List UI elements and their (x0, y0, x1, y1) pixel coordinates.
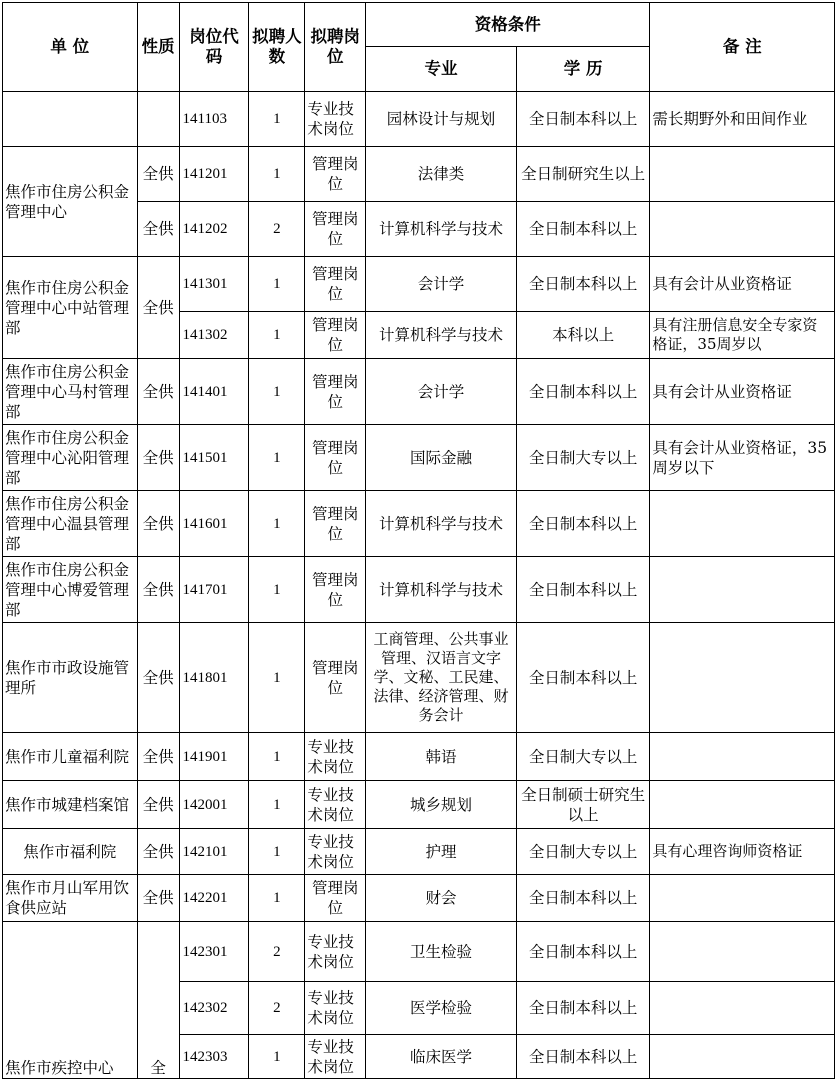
hire-count-cell: 2 (249, 982, 305, 1035)
remark-cell: 需长期野外和田间作业 (650, 92, 835, 147)
hire-post-cell: 管理岗位 (305, 425, 366, 491)
unit-cell: 焦作市疾控中心 (3, 922, 138, 1079)
remark-cell (650, 922, 835, 982)
major-cell: 计算机科学与技术 (366, 202, 517, 257)
post-code-cell: 142101 (179, 829, 249, 875)
remark-cell (650, 147, 835, 202)
post-code-cell: 141501 (179, 425, 249, 491)
education-cell: 全日制大专以上 (516, 425, 650, 491)
hire-count-cell: 1 (249, 875, 305, 922)
post-code-cell: 142302 (179, 982, 249, 1035)
unit-cell: 焦作市儿童福利院 (3, 733, 138, 781)
remark-cell (650, 491, 835, 557)
education-cell: 全日制本科以上 (516, 875, 650, 922)
unit-cell: 焦作市住房公积金管理中心马村管理部 (3, 359, 138, 425)
table-row (3, 359, 835, 425)
unit-cell: 焦作市福利院 (3, 829, 138, 875)
education-cell: 全日制本科以上 (516, 257, 650, 312)
hire-count-cell: 1 (249, 1035, 305, 1079)
major-cell: 计算机科学与技术 (366, 491, 517, 557)
hire-count-cell: 1 (249, 257, 305, 312)
remark-cell (650, 202, 835, 257)
hire-post-cell: 管理岗位 (305, 312, 366, 359)
post-code-cell: 141302 (179, 312, 249, 359)
unit-cell: 焦作市住房公积金管理中心沁阳管理部 (3, 425, 138, 491)
col-header-education: 学 历 (516, 47, 650, 92)
post-code-cell: 141701 (179, 557, 249, 623)
hire-count-cell: 1 (249, 829, 305, 875)
post-code-cell: 141103 (179, 92, 249, 147)
table-row (3, 829, 835, 875)
education-cell: 全日制大专以上 (516, 733, 650, 781)
hire-post-cell: 管理岗位 (305, 257, 366, 312)
table-row (3, 92, 835, 147)
education-cell: 全日制本科以上 (516, 982, 650, 1035)
post-code-cell: 141301 (179, 257, 249, 312)
hire-count-cell: 2 (249, 202, 305, 257)
hire-post-cell: 专业技术岗位 (305, 781, 366, 829)
post-code-cell: 141201 (179, 147, 249, 202)
hire-post-cell: 专业技术岗位 (305, 1035, 366, 1079)
hire-count-cell: 1 (249, 425, 305, 491)
hire-count-cell: 1 (249, 557, 305, 623)
hire-post-cell: 管理岗位 (305, 557, 366, 623)
education-cell: 全日制大专以上 (516, 829, 650, 875)
remark-cell (650, 982, 835, 1035)
education-cell: 全日制本科以上 (516, 202, 650, 257)
major-cell: 计算机科学与技术 (366, 557, 517, 623)
nature-cell: 全供 (137, 202, 179, 257)
post-code-cell: 142301 (179, 922, 249, 982)
major-cell: 卫生检验 (366, 922, 517, 982)
major-cell: 会计学 (366, 257, 517, 312)
col-header-major: 专业 (366, 47, 517, 92)
unit-cell: 焦作市市政设施管理所 (3, 623, 138, 733)
unit-cell: 焦作市月山军用饮食供应站 (3, 875, 138, 922)
hire-post-cell: 管理岗位 (305, 147, 366, 202)
hire-post-cell: 管理岗位 (305, 875, 366, 922)
table-row (3, 257, 835, 312)
remark-cell: 具有心理咨询师资格证 (650, 829, 835, 875)
remark-cell (650, 781, 835, 829)
education-cell: 全日制本科以上 (516, 1035, 650, 1079)
major-cell: 法律类 (366, 147, 517, 202)
major-cell: 韩语 (366, 733, 517, 781)
hire-post-cell: 管理岗位 (305, 491, 366, 557)
post-code-cell: 141601 (179, 491, 249, 557)
education-cell: 全日制本科以上 (516, 922, 650, 982)
hire-count-cell: 1 (249, 92, 305, 147)
post-code-cell: 142303 (179, 1035, 249, 1079)
education-cell: 全日制本科以上 (516, 557, 650, 623)
hire-count-cell: 1 (249, 623, 305, 733)
nature-cell: 全供 (137, 147, 179, 202)
major-cell: 工商管理、公共事业管理、汉语言文字学、文秘、工民建、法律、经济管理、财务会计 (366, 623, 517, 733)
hire-count-cell: 1 (249, 733, 305, 781)
hire-post-cell: 专业技术岗位 (305, 982, 366, 1035)
education-cell: 本科以上 (516, 312, 650, 359)
education-cell: 全日制本科以上 (516, 491, 650, 557)
hire-count-cell: 1 (249, 312, 305, 359)
col-header-unit: 单 位 (3, 3, 138, 92)
nature-cell: 全供 (137, 257, 179, 359)
table-row (3, 875, 835, 922)
major-cell: 护理 (366, 829, 517, 875)
education-cell: 全日制本科以上 (516, 623, 650, 733)
nature-cell: 全供 (137, 359, 179, 425)
nature-cell: 全 (137, 922, 179, 1079)
major-cell: 国际金融 (366, 425, 517, 491)
post-code-cell: 141202 (179, 202, 249, 257)
post-code-cell: 142201 (179, 875, 249, 922)
major-cell: 财会 (366, 875, 517, 922)
nature-cell: 全供 (137, 491, 179, 557)
education-cell: 全日制本科以上 (516, 92, 650, 147)
remark-cell (650, 557, 835, 623)
col-header-post-code: 岗位代码 (179, 3, 249, 92)
nature-cell: 全供 (137, 557, 179, 623)
nature-cell: 全供 (137, 425, 179, 491)
remark-cell (650, 733, 835, 781)
nature-cell: 全供 (137, 829, 179, 875)
unit-cell: 焦作市住房公积金管理中心 (3, 147, 138, 257)
remark-cell (650, 1035, 835, 1079)
hire-post-cell: 专业技术岗位 (305, 922, 366, 982)
table-row (3, 922, 835, 982)
table-row (3, 781, 835, 829)
education-cell: 全日制本科以上 (516, 359, 650, 425)
education-cell: 全日制研究生以上 (516, 147, 650, 202)
major-cell: 计算机科学与技术 (366, 312, 517, 359)
col-header-remark: 备 注 (650, 3, 835, 92)
hire-count-cell: 2 (249, 922, 305, 982)
hire-post-cell: 管理岗位 (305, 623, 366, 733)
unit-cell: 焦作市住房公积金管理中心温县管理部 (3, 491, 138, 557)
remark-cell: 具有注册信息安全专家资格证，35周岁以 (650, 312, 835, 359)
nature-cell: 全供 (137, 623, 179, 733)
remark-cell: 具有会计从业资格证，35周岁以下 (650, 425, 835, 491)
hire-count-cell: 1 (249, 491, 305, 557)
hire-post-cell: 管理岗位 (305, 359, 366, 425)
major-cell: 医学检验 (366, 982, 517, 1035)
hire-post-cell: 专业技术岗位 (305, 92, 366, 147)
hire-post-cell: 专业技术岗位 (305, 829, 366, 875)
unit-cell: 焦作市住房公积金管理中心博爱管理部 (3, 557, 138, 623)
remark-cell: 具有会计从业资格证 (650, 359, 835, 425)
major-cell: 会计学 (366, 359, 517, 425)
unit-cell: 焦作市城建档案馆 (3, 781, 138, 829)
unit-cell (3, 92, 138, 147)
hire-count-cell: 1 (249, 359, 305, 425)
nature-cell: 全供 (137, 781, 179, 829)
col-header-hire-count: 拟聘人数 (249, 3, 305, 92)
col-header-qualification: 资格条件 (366, 3, 650, 47)
table-row (3, 491, 835, 557)
remark-cell: 具有会计从业资格证 (650, 257, 835, 312)
major-cell: 城乡规划 (366, 781, 517, 829)
table-row (3, 623, 835, 733)
post-code-cell: 141901 (179, 733, 249, 781)
recruitment-table (2, 2, 835, 1079)
nature-cell: 全供 (137, 733, 179, 781)
major-cell: 园林设计与规划 (366, 92, 517, 147)
unit-cell: 焦作市住房公积金管理中心中站管理部 (3, 257, 138, 359)
education-cell: 全日制硕士研究生以上 (516, 781, 650, 829)
nature-cell: 全供 (137, 875, 179, 922)
hire-post-cell: 专业技术岗位 (305, 733, 366, 781)
hire-count-cell: 1 (249, 781, 305, 829)
table-row (3, 425, 835, 491)
post-code-cell: 142001 (179, 781, 249, 829)
major-cell: 临床医学 (366, 1035, 517, 1079)
table-row (3, 733, 835, 781)
table-row (3, 147, 835, 202)
col-header-hire-post: 拟聘岗位 (305, 3, 366, 92)
col-header-nature: 性质 (137, 3, 179, 92)
remark-cell (650, 623, 835, 733)
nature-cell (137, 92, 179, 147)
hire-count-cell: 1 (249, 147, 305, 202)
post-code-cell: 141401 (179, 359, 249, 425)
post-code-cell: 141801 (179, 623, 249, 733)
hire-post-cell: 管理岗位 (305, 202, 366, 257)
table-row (3, 557, 835, 623)
remark-cell (650, 875, 835, 922)
